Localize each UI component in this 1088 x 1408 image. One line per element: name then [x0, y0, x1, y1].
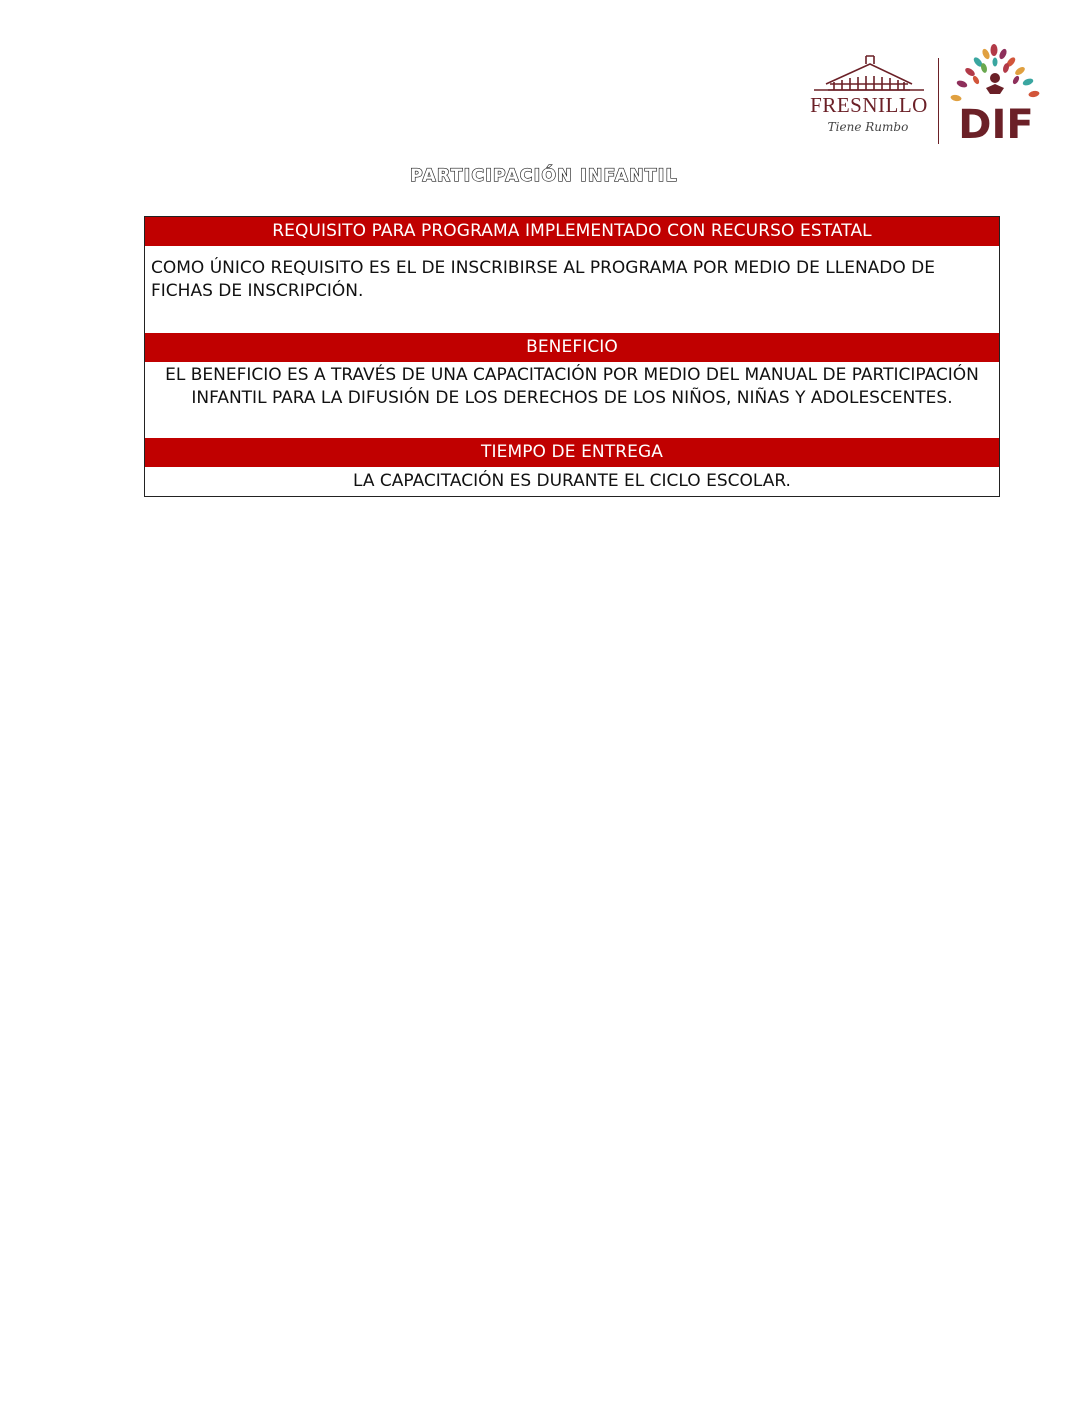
section-header-requisito: REQUISITO PARA PROGRAMA IMPLEMENTADO CON RECURSO ESTATAL	[145, 217, 999, 246]
fresnillo-wordmark: FRESNILLO	[810, 93, 928, 117]
section-header-tiempo: TIEMPO DE ENTREGA	[145, 438, 999, 467]
info-table	[144, 216, 1000, 497]
header-logos	[808, 44, 1054, 148]
building-icon	[814, 56, 924, 90]
section-header-beneficio: BENEFICIO	[145, 333, 999, 362]
section-body-tiempo: LA CAPACITACIÓN ES DURANTE EL CICLO ESCOLAR.	[353, 471, 791, 491]
page-title: PARTICIPACIÓN INFANTIL	[410, 166, 678, 186]
section-body-requisito: COMO ÚNICO REQUISITO ES EL DE INSCRIBIRSE AL PROGRAMA POR MEDIO DE LLENADO DE FICHAS DE INSCRIPCIÓN.	[151, 258, 936, 301]
section-body-beneficio: EL BENEFICIO ES A TRAVÉS DE UNA CAPACITACIÓN POR MEDIO DEL MANUAL DE PARTICIPACIÓN INFANTIL PARA LA DIFUSIÓN DE LOS DERECHOS DE LOS NIÑOS, NIÑAS Y ADOLESCENTES.	[165, 365, 979, 408]
dif-logo	[948, 44, 1052, 148]
dif-wordmark: DIF	[958, 102, 1034, 148]
logo-divider	[938, 58, 939, 144]
tree-icon	[950, 44, 1040, 102]
fresnillo-tagline: Tiene Rumbo	[827, 120, 909, 134]
fresnillo-logo	[808, 44, 932, 144]
